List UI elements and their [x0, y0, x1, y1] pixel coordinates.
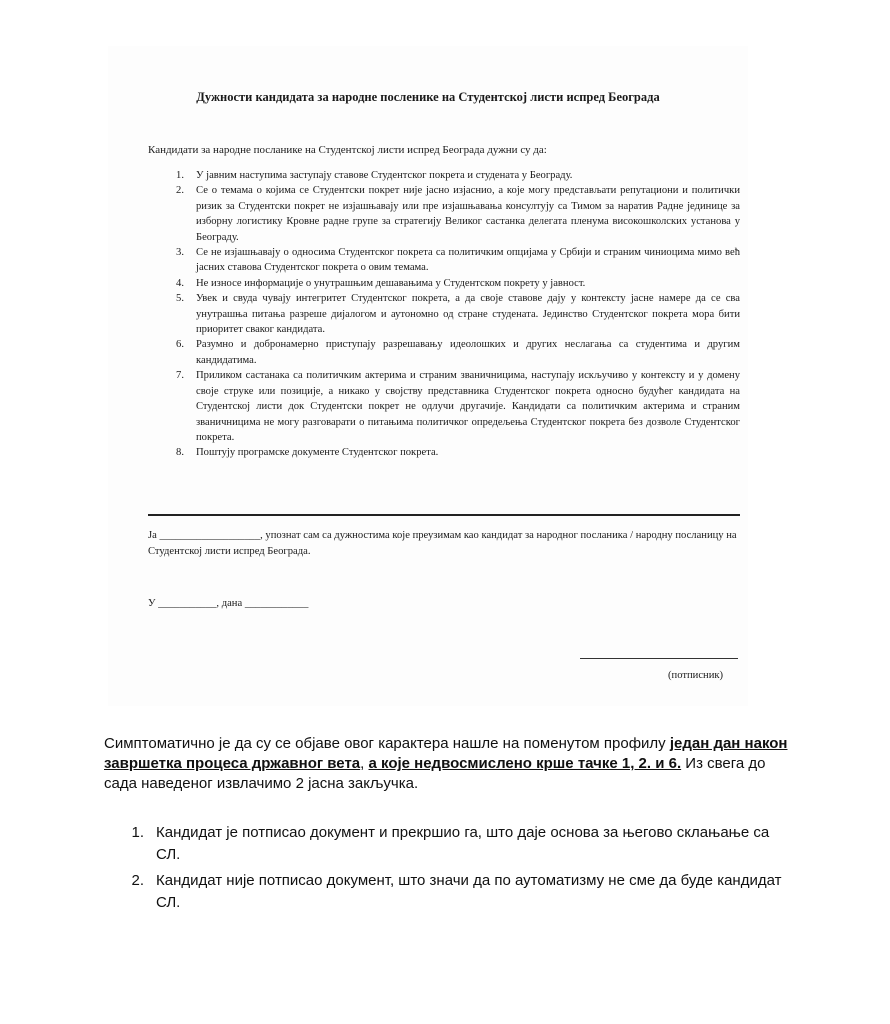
document-title: Дужности кандидата за народне посленике на Студентској листи испред Београда: [196, 90, 660, 104]
list-item: 4. Не износе информације о унутрашњим дешавањима у Студентском покрету у јавност.: [176, 277, 586, 289]
duties-list: [148, 168, 740, 461]
list-item: 7. Приликом састанака са политичким актерима и страним званичницима, наступају искључиво у контексту и у домену своје струке или позиције, а никако у својству представника Студентског покрета односно будућег кандидата на Студентској листи док Студентски покрет не одлучи другачије. Кандидати са политичким актерима и страним званичницима не могу разговарати о питањима политичког опредељења Студентског покрета без дозволе Студентског покрета.: [176, 370, 740, 443]
list-item: 1. Кандидат је потписао документ и прекршио га, што даје основа за његово склањање са СЛ.: [131, 824, 770, 863]
list-item: 2. Кандидат није потписао документ, што значи да по аутоматизму не сме да буде кандидат СЛ.: [131, 872, 782, 911]
document-intro: Кандидати за народне посланике на Студентској листи испред Београда дужни су да:: [148, 144, 547, 156]
emphasis-text: један дан након завршетка процеса државног вета: [104, 735, 788, 772]
conclusions-list: [104, 822, 794, 918]
list-item: 3. Се не изјашњавају о односима Студентског покрета са политичким опцијама у Србији и страним чиниоцима мимо већ јасних ставова Студентског покрета о овим темама.: [176, 247, 740, 274]
place-date-line: У ___________, дана ____________: [148, 598, 309, 609]
list-item: 8. Поштују програмске документе Студентског покрета.: [176, 447, 439, 459]
list-item: 6. Разумно и добронамерно приступају разрешавању идеолошких и других неслагања са студентима и другим кандидатима.: [176, 339, 740, 366]
declaration-text: Ја ___________________, упознат сам са дужностима које преузимам као кандидат за народног посланика / народну посланицу на Студентској листи испред Београда.: [148, 530, 737, 557]
signature-line: [580, 658, 738, 659]
commentary-paragraph: Симптоматично је да су се објаве овог карактера нашле на поменутом профилу један дан након завршетка процеса државног вета, а које недвосмислено крше тачке 1, 2. и 6. Из свега до сада наведеног извлачимо 2 јасна закључка.: [104, 735, 788, 792]
list-item: 2. Се о темама о којима се Студентски покрет није јасно изјаснио, а које могу представљати репутациони и политички ризик за Студентски покрет не изјашњавају или пре изјашњавања консултују са Тимом за наратив Радне јединице за изборну логистику Кровне радне групе за стратегију Великог састанка делегата пленума високошколских установа у Београду.: [176, 185, 740, 243]
list-item: 5. Увек и свуда чувају интегритет Студентског покрета, а да своје ставове дају у контексту јасне намере да се сва унутрашња питања разреше дијалогом и аутономно од стране студената. Јединство Студентског покрета мора бити приоритет сваког кандидата.: [176, 293, 740, 336]
emphasis-text: а које недвосмислено крше тачке 1, 2. и 6.: [368, 755, 682, 772]
list-item: 1. У јавним наступима заступају ставове Студентског покрета и студената у Београду.: [176, 170, 573, 181]
scanned-document: [108, 46, 748, 706]
divider: [148, 514, 740, 516]
signature-label: (потписник): [668, 670, 724, 681]
